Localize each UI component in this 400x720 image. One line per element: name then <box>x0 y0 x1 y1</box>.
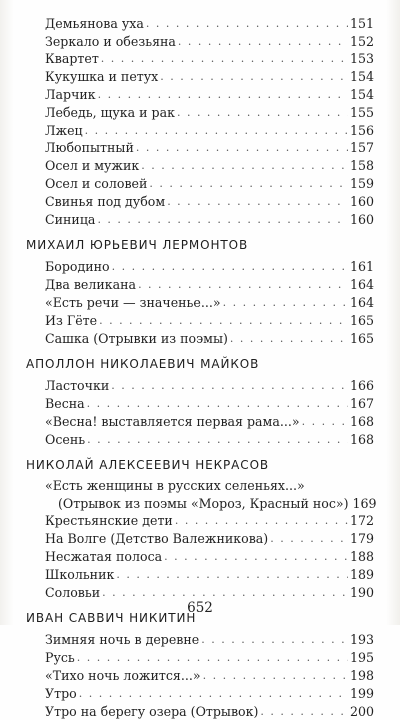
toc-entry <box>0 583 400 601</box>
dot-leader <box>111 377 348 394</box>
dot-leader <box>160 68 348 85</box>
dot-leader <box>230 330 348 347</box>
toc-entry <box>0 85 400 103</box>
entry-page: 188 <box>349 548 374 564</box>
entry-page: 169 <box>352 495 377 511</box>
entry-page: 165 <box>349 312 374 328</box>
toc-entry <box>0 412 400 430</box>
entry-page: 195 <box>349 650 374 666</box>
entry-title: Из Гёте <box>45 312 98 328</box>
toc-entry <box>0 478 400 494</box>
entry-title: Осел и мужик <box>45 158 140 174</box>
toc-entry <box>0 50 400 68</box>
entry-title: Синица <box>45 211 96 227</box>
toc-entry <box>0 311 400 329</box>
dot-leader <box>164 548 348 565</box>
entry-title: Ласточки <box>45 378 110 394</box>
entry-title: «Есть речи — значенье...» <box>45 294 221 310</box>
entry-page: 160 <box>349 193 374 209</box>
dot-leader <box>102 584 348 601</box>
dot-leader <box>141 157 348 174</box>
toc-entry <box>0 293 400 311</box>
dot-leader <box>101 50 348 67</box>
toc-entry <box>0 258 400 276</box>
dot-leader <box>302 413 348 430</box>
page-number: 652 <box>187 600 213 616</box>
entry-title: (Отрывок из поэмы «Мороз, Красный нос») <box>58 495 349 511</box>
entry-page: 189 <box>349 566 374 582</box>
entry-page: 159 <box>349 175 374 191</box>
entry-title: Зеркало и обезьяна <box>45 33 176 49</box>
dot-leader <box>178 33 348 50</box>
entry-page: 153 <box>349 51 374 67</box>
entry-page: 166 <box>349 378 374 394</box>
toc-entry <box>0 529 400 547</box>
toc-entry <box>0 494 400 512</box>
dot-leader <box>149 175 348 192</box>
entry-page: 200 <box>349 703 374 719</box>
toc-entry <box>0 210 400 228</box>
entry-title: Осень <box>45 431 86 447</box>
dot-leader <box>77 649 348 666</box>
toc-entry <box>0 565 400 583</box>
entry-title: Осел и соловей <box>45 175 148 191</box>
dot-leader <box>146 15 348 32</box>
toc-entry <box>0 377 400 395</box>
toc-entry <box>0 631 400 649</box>
toc-entry <box>0 547 400 565</box>
dot-leader <box>87 431 348 448</box>
toc-entry <box>0 121 400 139</box>
entry-page: 156 <box>349 122 374 138</box>
toc-entry <box>0 156 400 174</box>
dot-leader <box>87 395 348 412</box>
toc-entry <box>0 329 400 347</box>
entry-page: 198 <box>349 667 374 683</box>
author-heading: МИХАИЛ ЮРЬЕВИЧ ЛЕРМОНТОВ <box>26 237 249 252</box>
entry-page: 168 <box>349 431 374 447</box>
entry-page: 152 <box>349 33 374 49</box>
author-heading: АПОЛЛОН НИКОЛАЕВИЧ МАЙКОВ <box>26 356 260 371</box>
toc-entry <box>0 139 400 157</box>
entry-title: Утро на берегу озера (Отрывок) <box>45 703 259 719</box>
dot-leader <box>177 104 348 121</box>
entry-page: 161 <box>349 259 374 275</box>
dot-leader <box>175 512 348 529</box>
dot-leader <box>99 312 348 329</box>
entry-page: 160 <box>349 211 374 227</box>
toc-entry <box>0 512 400 530</box>
toc-entry <box>0 394 400 412</box>
toc-entry <box>0 14 400 32</box>
entry-title: Демьянова уха <box>45 15 144 31</box>
dot-leader <box>79 685 348 702</box>
toc-entry <box>0 192 400 210</box>
author-heading: ИВАН САВВИЧ НИКИТИН <box>26 610 197 625</box>
entry-page: 165 <box>349 330 374 346</box>
entry-title: Сашка (Отрывки из поэмы) <box>45 330 228 346</box>
entry-title: Квартет <box>45 51 99 67</box>
entry-page: 193 <box>349 632 374 648</box>
entry-page: 151 <box>349 15 374 31</box>
dot-leader <box>138 276 348 293</box>
entry-title: Бородино <box>45 259 110 275</box>
entry-title: Утро <box>45 685 77 701</box>
entry-title: Крестьянские дети <box>45 513 173 529</box>
entry-page: 158 <box>349 158 374 174</box>
entry-title: Лебедь, щука и рак <box>45 104 175 120</box>
dot-leader <box>260 703 348 720</box>
dot-leader <box>97 211 348 228</box>
toc-entry <box>0 32 400 50</box>
entry-title: Ларчик <box>45 86 96 102</box>
entry-title: Зимняя ночь в деревне <box>45 632 200 648</box>
entry-title: Кукушка и петух <box>45 69 159 85</box>
dot-leader <box>203 667 348 684</box>
entry-page: 167 <box>349 396 374 412</box>
author-heading: НИКОЛАЙ АЛЕКСЕЕВИЧ НЕКРАСОВ <box>26 457 270 472</box>
entry-title: Весна <box>45 396 85 412</box>
entry-title: Соловьи <box>45 584 101 600</box>
entry-title: «Тихо ночь ложится...» <box>45 667 201 683</box>
entry-page: 164 <box>349 277 374 293</box>
dot-leader <box>98 86 348 103</box>
dot-leader <box>270 530 348 547</box>
entry-title: Лжец <box>45 122 83 138</box>
entry-page: 154 <box>349 86 374 102</box>
entry-page: 155 <box>349 104 374 120</box>
entry-page: 172 <box>349 513 374 529</box>
toc-entry <box>0 174 400 192</box>
entry-page: 164 <box>349 294 374 310</box>
entry-title: «Весна! выставляется первая рама...» <box>45 413 300 429</box>
entry-title: Два великана <box>45 277 137 293</box>
toc-entry <box>0 67 400 85</box>
toc-entry <box>0 684 400 702</box>
entry-page: 154 <box>349 69 374 85</box>
entry-page: 190 <box>349 584 374 600</box>
toc-entry <box>0 666 400 684</box>
dot-leader <box>223 294 348 311</box>
dot-leader <box>136 139 348 156</box>
entry-title: Русь <box>45 650 75 666</box>
entry-title: Свинья под дубом <box>45 193 166 209</box>
toc-entry <box>0 648 400 666</box>
entry-title: Несжатая полоса <box>45 548 163 564</box>
entry-title: На Волге (Детство Валежникова) <box>45 531 269 547</box>
dot-leader <box>85 122 348 139</box>
dot-leader <box>167 193 348 210</box>
entry-page: 168 <box>349 413 374 429</box>
entry-page: 157 <box>349 140 374 156</box>
dot-leader <box>201 631 348 648</box>
toc-entry <box>0 702 400 720</box>
toc-entry <box>0 430 400 448</box>
entry-page: 199 <box>349 685 374 701</box>
dot-leader <box>112 258 348 275</box>
toc-entry <box>0 103 400 121</box>
entry-title: Школьник <box>45 566 115 582</box>
entry-title: Любопытный <box>45 140 134 156</box>
entry-title: «Есть женщины в русских селеньях...» <box>45 477 305 493</box>
toc-entry <box>0 275 400 293</box>
entry-page: 179 <box>349 531 374 547</box>
dot-leader <box>116 566 348 583</box>
